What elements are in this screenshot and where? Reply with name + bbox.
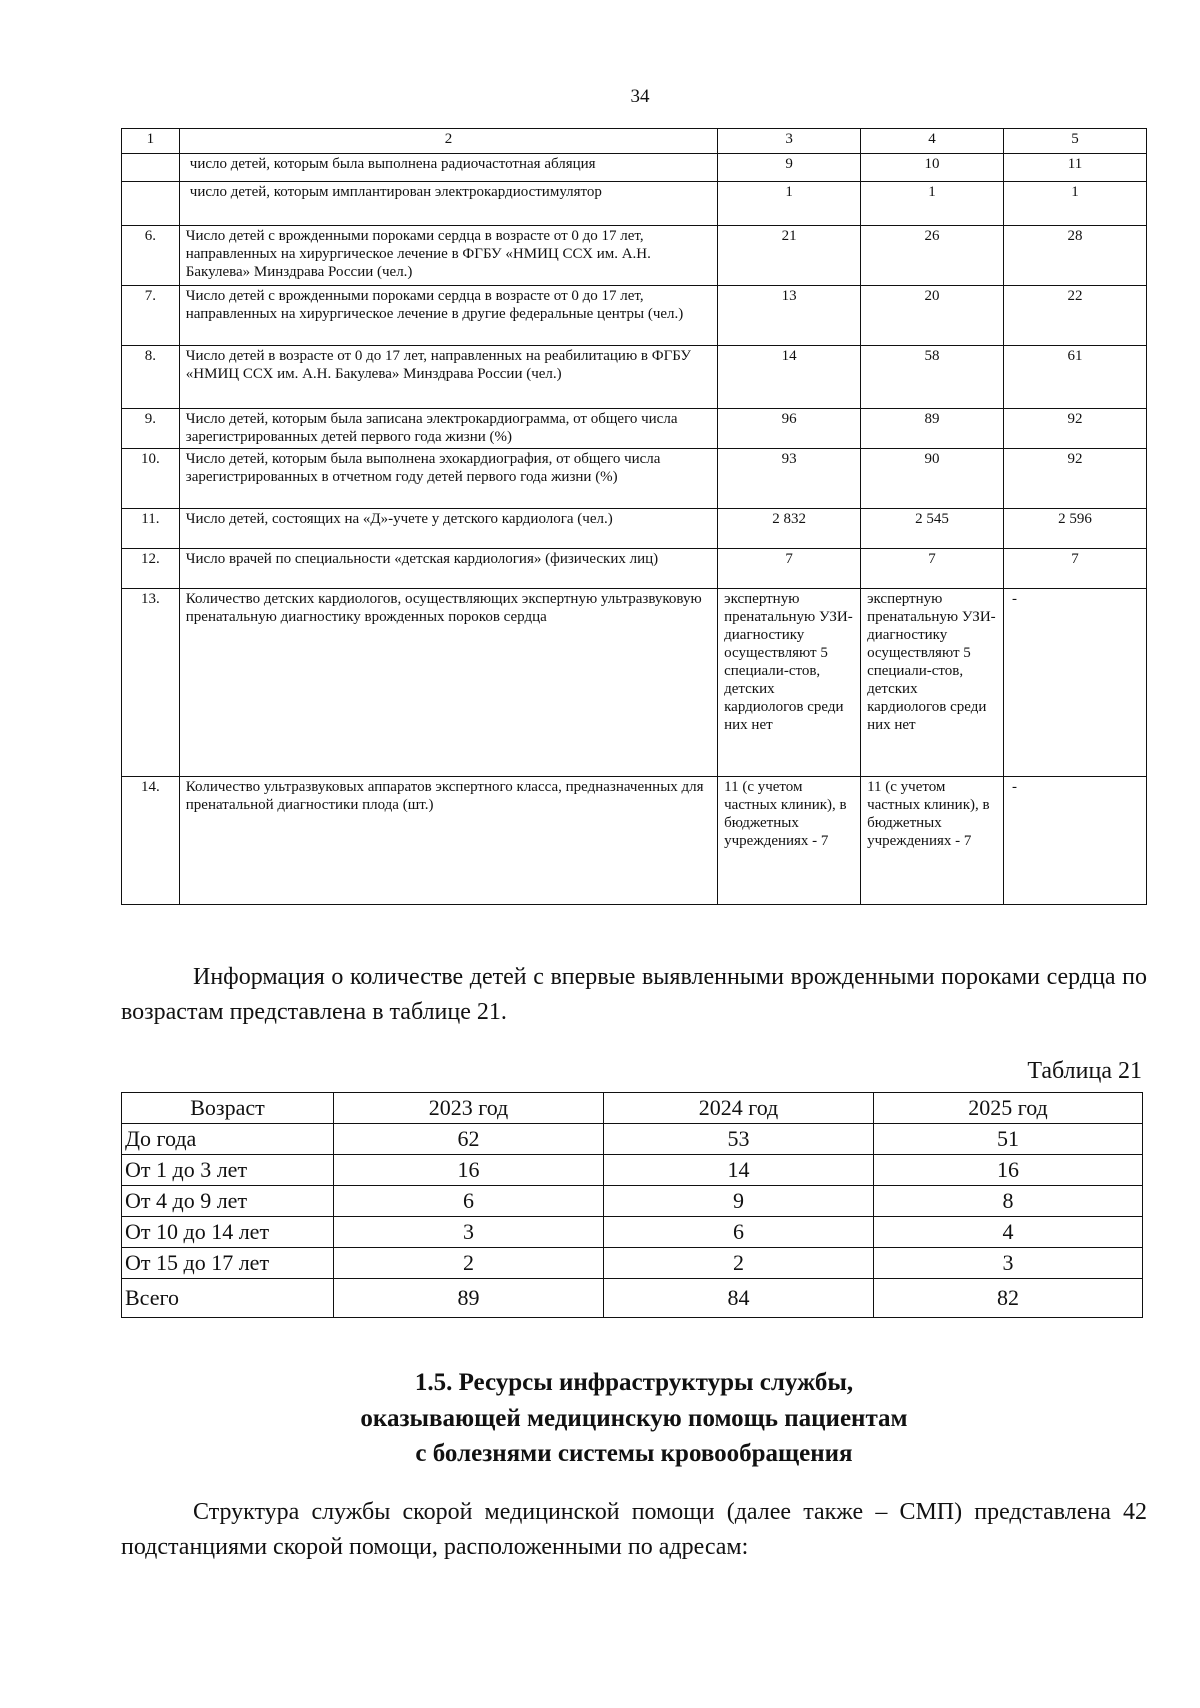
row-label: Число детей с врожденными пороками сердца в возрасте от 0 до 17 лет, направленных на хирургическое лечение в ФГБУ «НМИЦ ССХ им. А.Н. Бакулева» Минздрава России (чел.) [179, 226, 717, 286]
table-row [122, 1217, 1143, 1248]
value-col3: 7 [718, 549, 861, 589]
age-cell: Всего [122, 1279, 334, 1318]
table-row [122, 1124, 1143, 1155]
column-header: 2024 год [604, 1093, 874, 1124]
table-row [122, 1155, 1143, 1186]
age-cell: До года [122, 1124, 334, 1155]
value-col3: 93 [718, 449, 861, 509]
row-label: Количество ультразвуковых аппаратов экспертного класса, предназначенных для пренатальной диагностики плода (шт.) [179, 777, 717, 905]
table-row [122, 1186, 1143, 1217]
value-col4: 26 [861, 226, 1004, 286]
value-col3: 14 [718, 346, 861, 409]
column-header: Возраст [122, 1093, 334, 1124]
column-header: 1 [122, 129, 180, 154]
value-2025: 3 [874, 1248, 1143, 1279]
table-row [122, 154, 1147, 182]
value-col3: 96 [718, 409, 861, 449]
value-2024: 14 [604, 1155, 874, 1186]
row-number [122, 154, 180, 182]
table-row [122, 509, 1147, 549]
row-number: 6. [122, 226, 180, 286]
value-col5: 92 [1004, 409, 1147, 449]
value-col3: 1 [718, 182, 861, 226]
value-2025: 51 [874, 1124, 1143, 1155]
value-col4: 90 [861, 449, 1004, 509]
section-heading-line: оказывающей медицинскую помощь пациентам [360, 1404, 908, 1432]
row-number [122, 182, 180, 226]
age-cell: От 1 до 3 лет [122, 1155, 334, 1186]
value-col3: 2 832 [718, 509, 861, 549]
value-col3: 13 [718, 286, 861, 346]
row-label: Количество детских кардиологов, осуществляющих экспертную ультразвуковую пренатальную диагностику врожденных пороков сердца [179, 589, 717, 777]
column-header: 2 [179, 129, 717, 154]
row-number: 10. [122, 449, 180, 509]
value-2025: 16 [874, 1155, 1143, 1186]
table-header-row [122, 1093, 1143, 1124]
value-2024: 9 [604, 1186, 874, 1217]
row-number: 12. [122, 549, 180, 589]
value-2023: 89 [334, 1279, 604, 1318]
row-label: число детей, которым имплантирован электрокардиостимулятор [179, 182, 717, 226]
section-heading-line: с болезнями системы кровообращения [415, 1440, 853, 1467]
row-number: 8. [122, 346, 180, 409]
value-2024: 53 [604, 1124, 874, 1155]
row-label: Число детей, которым была записана электрокардиограмма, от общего числа зарегистрированных детей первого года жизни (%) [179, 409, 717, 449]
row-number: 13. [122, 589, 180, 777]
age-cell: От 15 до 17 лет [122, 1248, 334, 1279]
value-col5: 22 [1004, 286, 1147, 346]
value-2024: 84 [604, 1279, 874, 1318]
table-row [122, 549, 1147, 589]
value-2025: 8 [874, 1186, 1143, 1217]
value-col5: - [1004, 589, 1147, 777]
paragraph-info: Информация о количестве детей с впервые выявленными врожденными пороками сердца по возрастам представлена в таблице 21. [121, 964, 1147, 1025]
value-2023: 62 [334, 1124, 604, 1155]
value-col3: 11 (с учетом частных клиник), в бюджетных учреждениях - 7 [718, 777, 861, 905]
table-row-total [122, 1279, 1143, 1318]
value-2024: 2 [604, 1248, 874, 1279]
table-row [122, 182, 1147, 226]
column-header: 2025 год [874, 1093, 1143, 1124]
value-2025: 4 [874, 1217, 1143, 1248]
value-col4: экспертную пренатальную УЗИ-диагностику осуществляют 5 специали-стов, детских кардиологов среди них нет [861, 589, 1004, 777]
table-caption: Таблица 21 [1027, 1058, 1142, 1084]
age-cell: От 4 до 9 лет [122, 1186, 334, 1217]
value-col4: 20 [861, 286, 1004, 346]
value-col5: 28 [1004, 226, 1147, 286]
table-row [122, 346, 1147, 409]
value-col5: 1 [1004, 182, 1147, 226]
value-2023: 3 [334, 1217, 604, 1248]
value-col3: экспертную пренатальную УЗИ-диагностику осуществляют 5 специали-стов, детских кардиологов среди них нет [718, 589, 861, 777]
value-2023: 6 [334, 1186, 604, 1217]
value-2024: 6 [604, 1217, 874, 1248]
value-col5: 11 [1004, 154, 1147, 182]
table-row [122, 409, 1147, 449]
row-label: Число детей с врожденными пороками сердца в возрасте от 0 до 17 лет, направленных на хирургическое лечение в другие федеральные центры (чел.) [179, 286, 717, 346]
table-row [122, 589, 1147, 777]
row-label: Число детей, которым была выполнена эхокардиография, от общего числа зарегистрированных в отчетном году детей первого года жизни (%) [179, 449, 717, 509]
column-header: 4 [861, 129, 1004, 154]
table-row [122, 1248, 1143, 1279]
value-col5: 61 [1004, 346, 1147, 409]
column-header: 2023 год [334, 1093, 604, 1124]
table-21 [121, 1092, 1143, 1318]
paragraph-structure: Структура службы скорой медицинской помощи (далее также – СМП) представлена 42 подстанциями скорой помощи, расположенными по адресам: [121, 1499, 1147, 1560]
section-heading-line: 1.5. Ресурсы инфраструктуры службы, [414, 1369, 854, 1396]
row-label: число детей, которым была выполнена радиочастотная абляция [179, 154, 717, 182]
age-cell: От 10 до 14 лет [122, 1217, 334, 1248]
value-2023: 2 [334, 1248, 604, 1279]
value-col5: 7 [1004, 549, 1147, 589]
value-col4: 1 [861, 182, 1004, 226]
table-header-row [122, 129, 1147, 154]
table-row [122, 226, 1147, 286]
value-2025: 82 [874, 1279, 1143, 1318]
column-header: 3 [718, 129, 861, 154]
indicators-table [121, 128, 1147, 905]
value-col4: 11 (с учетом частных клиник), в бюджетных учреждениях - 7 [861, 777, 1004, 905]
value-col3: 21 [718, 226, 861, 286]
row-label: Число детей в возрасте от 0 до 17 лет, направленных на реабилитацию в ФГБУ «НМИЦ ССХ им. А.Н. Бакулева» Минздрава России (чел.) [179, 346, 717, 409]
value-col4: 7 [861, 549, 1004, 589]
row-label: Число детей, состоящих на «Д»-учете у детского кардиолога (чел.) [179, 509, 717, 549]
row-number: 7. [122, 286, 180, 346]
table-row [122, 777, 1147, 905]
section-heading [121, 1365, 1147, 1472]
value-col5: 2 596 [1004, 509, 1147, 549]
value-col5: 92 [1004, 449, 1147, 509]
value-col4: 10 [861, 154, 1004, 182]
column-header: 5 [1004, 129, 1147, 154]
row-number: 14. [122, 777, 180, 905]
value-col4: 2 545 [861, 509, 1004, 549]
page-number: 34 [630, 86, 650, 107]
value-col5: - [1004, 777, 1147, 905]
value-2023: 16 [334, 1155, 604, 1186]
value-col4: 89 [861, 409, 1004, 449]
row-number: 9. [122, 409, 180, 449]
row-label: Число врачей по специальности «детская кардиология» (физических лиц) [179, 549, 717, 589]
value-col3: 9 [718, 154, 861, 182]
table-row [122, 286, 1147, 346]
row-number: 11. [122, 509, 180, 549]
value-col4: 58 [861, 346, 1004, 409]
table-row [122, 449, 1147, 509]
